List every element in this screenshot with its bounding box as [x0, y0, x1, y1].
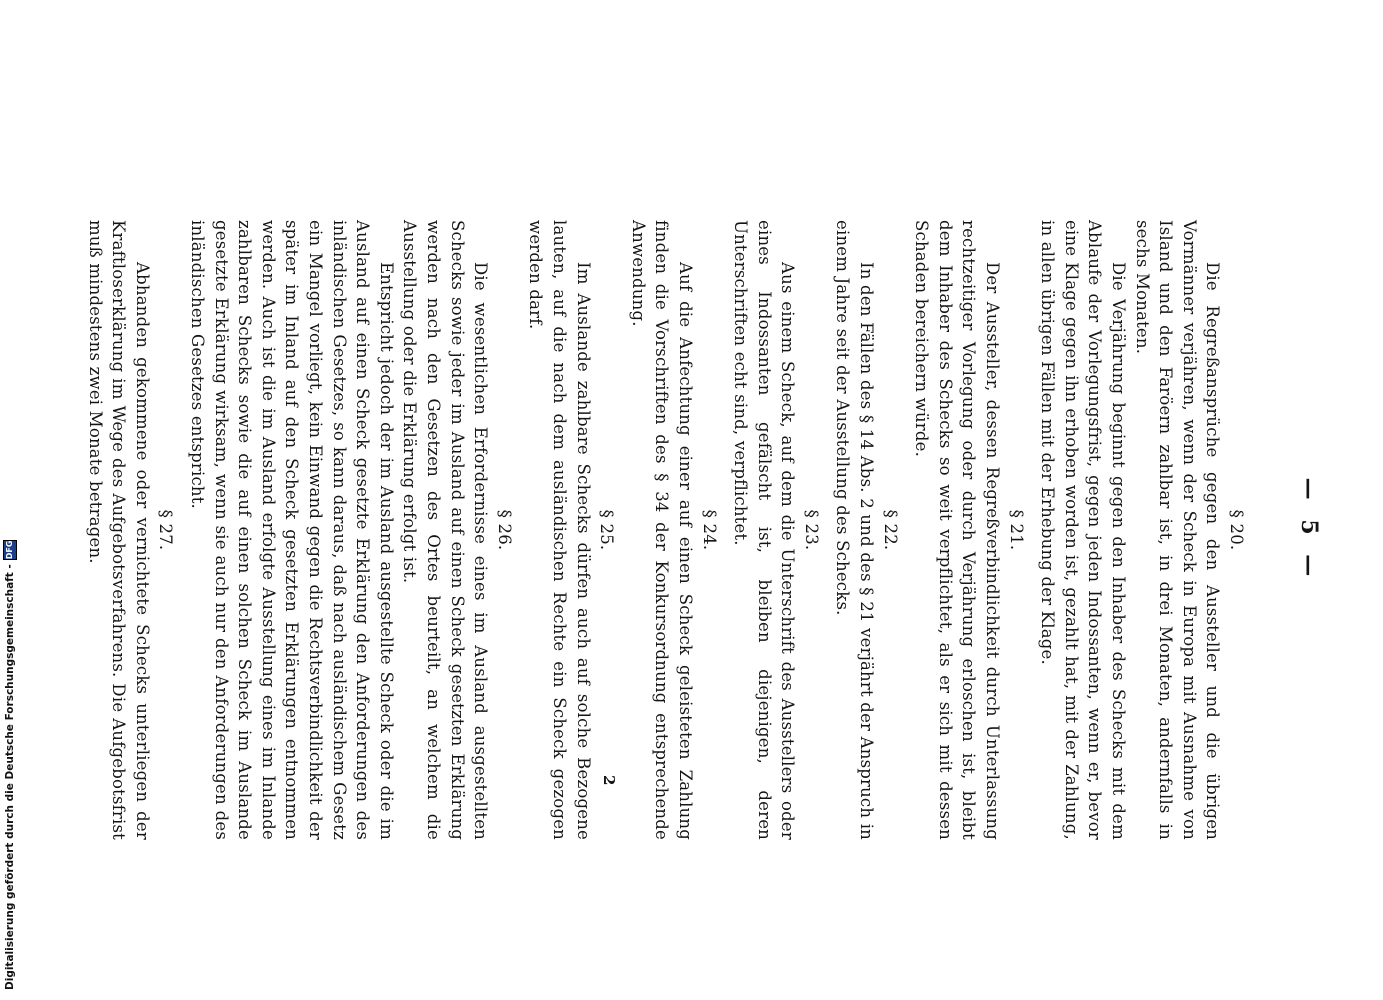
- section-heading: § 20.: [1227, 509, 1246, 551]
- paragraph: Die Regreßansprüche gegen den Aussteller und die übrigen Vormänner verjähren, wenn der Scheck in Europa mit Ausnahme von Island und den Faröern zahlbar ist, in drei Monaten, andernfalls in sechs Monaten.: [1132, 220, 1223, 840]
- section-heading: § 23.: [801, 509, 821, 551]
- section-27: [83, 220, 177, 840]
- page-number-header: — 5 —: [1296, 477, 1322, 583]
- section-20: [1036, 220, 1248, 840]
- digitization-note-text: Digitalisierung gefördert durch die Deutsche Forschungsgemeinschaft -: [4, 564, 16, 990]
- section-heading: § 27.: [156, 509, 176, 551]
- paragraph: Der Aussteller, dessen Regreßverbindlichkeit durch Unterlassung rechtzeitiger Vorlegung oder durch Verjährung erloschen ist, bleibt dem Inhaber des Schecks so weit verpflichtet, als er sich mit dessen Schaden bereichern würde.: [912, 220, 1003, 840]
- section-heading: § 21.: [1006, 509, 1026, 551]
- section-23: [729, 220, 823, 840]
- signature-mark: 2: [600, 775, 618, 786]
- rotated-text-block: [85, 220, 1322, 840]
- paragraph: Abhanden gekommene oder vernichtete Schecks unterliegen der Kraftloserklärung im Wege des Aufgebotsverfahrens. Die Aufgebotsfrist muß mindestens zwei Monate betragen.: [85, 220, 152, 840]
- section-heading: § 24.: [699, 509, 719, 551]
- section-heading: § 26.: [494, 509, 514, 551]
- paragraph: In den Fällen des § 14 Abs. 2 und des § 21 verjährt der Anspruch in einem Jahre seit der Ausstellung des Schecks.: [833, 220, 877, 840]
- paragraph: Im Auslande zahlbare Schecks dürfen auch auf solche Bezogene lauten, auf die nach dem ausländischen Rechte ein Scheck gezogen werden darf.: [526, 220, 593, 840]
- paragraph: Aus einem Scheck, auf dem die Unterschrift des Ausstellers oder eines Indossanten gefälscht ist, bleiben diejenigen, deren Unterschriften echt sind, verpflichtet.: [731, 220, 798, 840]
- paragraph: Auf die Anfechtung einer auf einen Scheck geleisteten Zahlung finden die Vorschriften des § 34 der Konkursordnung entsprechende Anwendung.: [628, 220, 695, 840]
- paragraph: Entspricht jedoch der im Ausland ausgestellte Scheck oder die im Ausland auf einen Scheck gesetzte Erklärung den Anforderungen des inländischen Gesetzes, so kann daraus, daß nach ausländischem Gesetz ein Mangel vorliegt, kein Einwand gegen die Rechtsverbindlichkeit der später im Inland auf den Scheck gesetzten Erklärungen entnommen werden. Auch ist die im Ausland erfolgte Ausstellung eines im Inlande zahlbaren Schecks sowie die auf einen solchen Scheck im Auslande gesetzte Erklärung wirksam, wenn sie auch nur den Anforderungen des inländischen Gesetzes entspricht.: [188, 220, 396, 840]
- dfg-logo: DFG: [3, 540, 17, 561]
- paragraph: Die Verjährung beginnt gegen den Inhaber des Schecks mit dem Ablaufe der Vorlegungsfrist, gegen jeden Indossanten, wenn er, bevor eine Klage gegen ihn erhoben worden ist, gezahlt hat, mit der Zahlung, in allen übrigen Fällen mit der Erhebung der Klage.: [1038, 220, 1129, 840]
- section-21: [910, 220, 1028, 840]
- section-26: [185, 220, 515, 840]
- section-heading: § 22.: [880, 509, 900, 551]
- digitization-note: [3, 540, 17, 990]
- paragraph: Die wesentlichen Erfordernisse eines im Ausland ausgestellten Schecks sowie jeder im Ausland auf einen Scheck gesetzten Erklärung werden nach den Gesetzen des Ortes beurteilt, an welchem die Ausstellung oder die Erklärung erfolgt ist.: [400, 220, 491, 840]
- section-24: [626, 220, 720, 840]
- section-22: [831, 220, 902, 840]
- section-heading: § 25.: [597, 509, 617, 551]
